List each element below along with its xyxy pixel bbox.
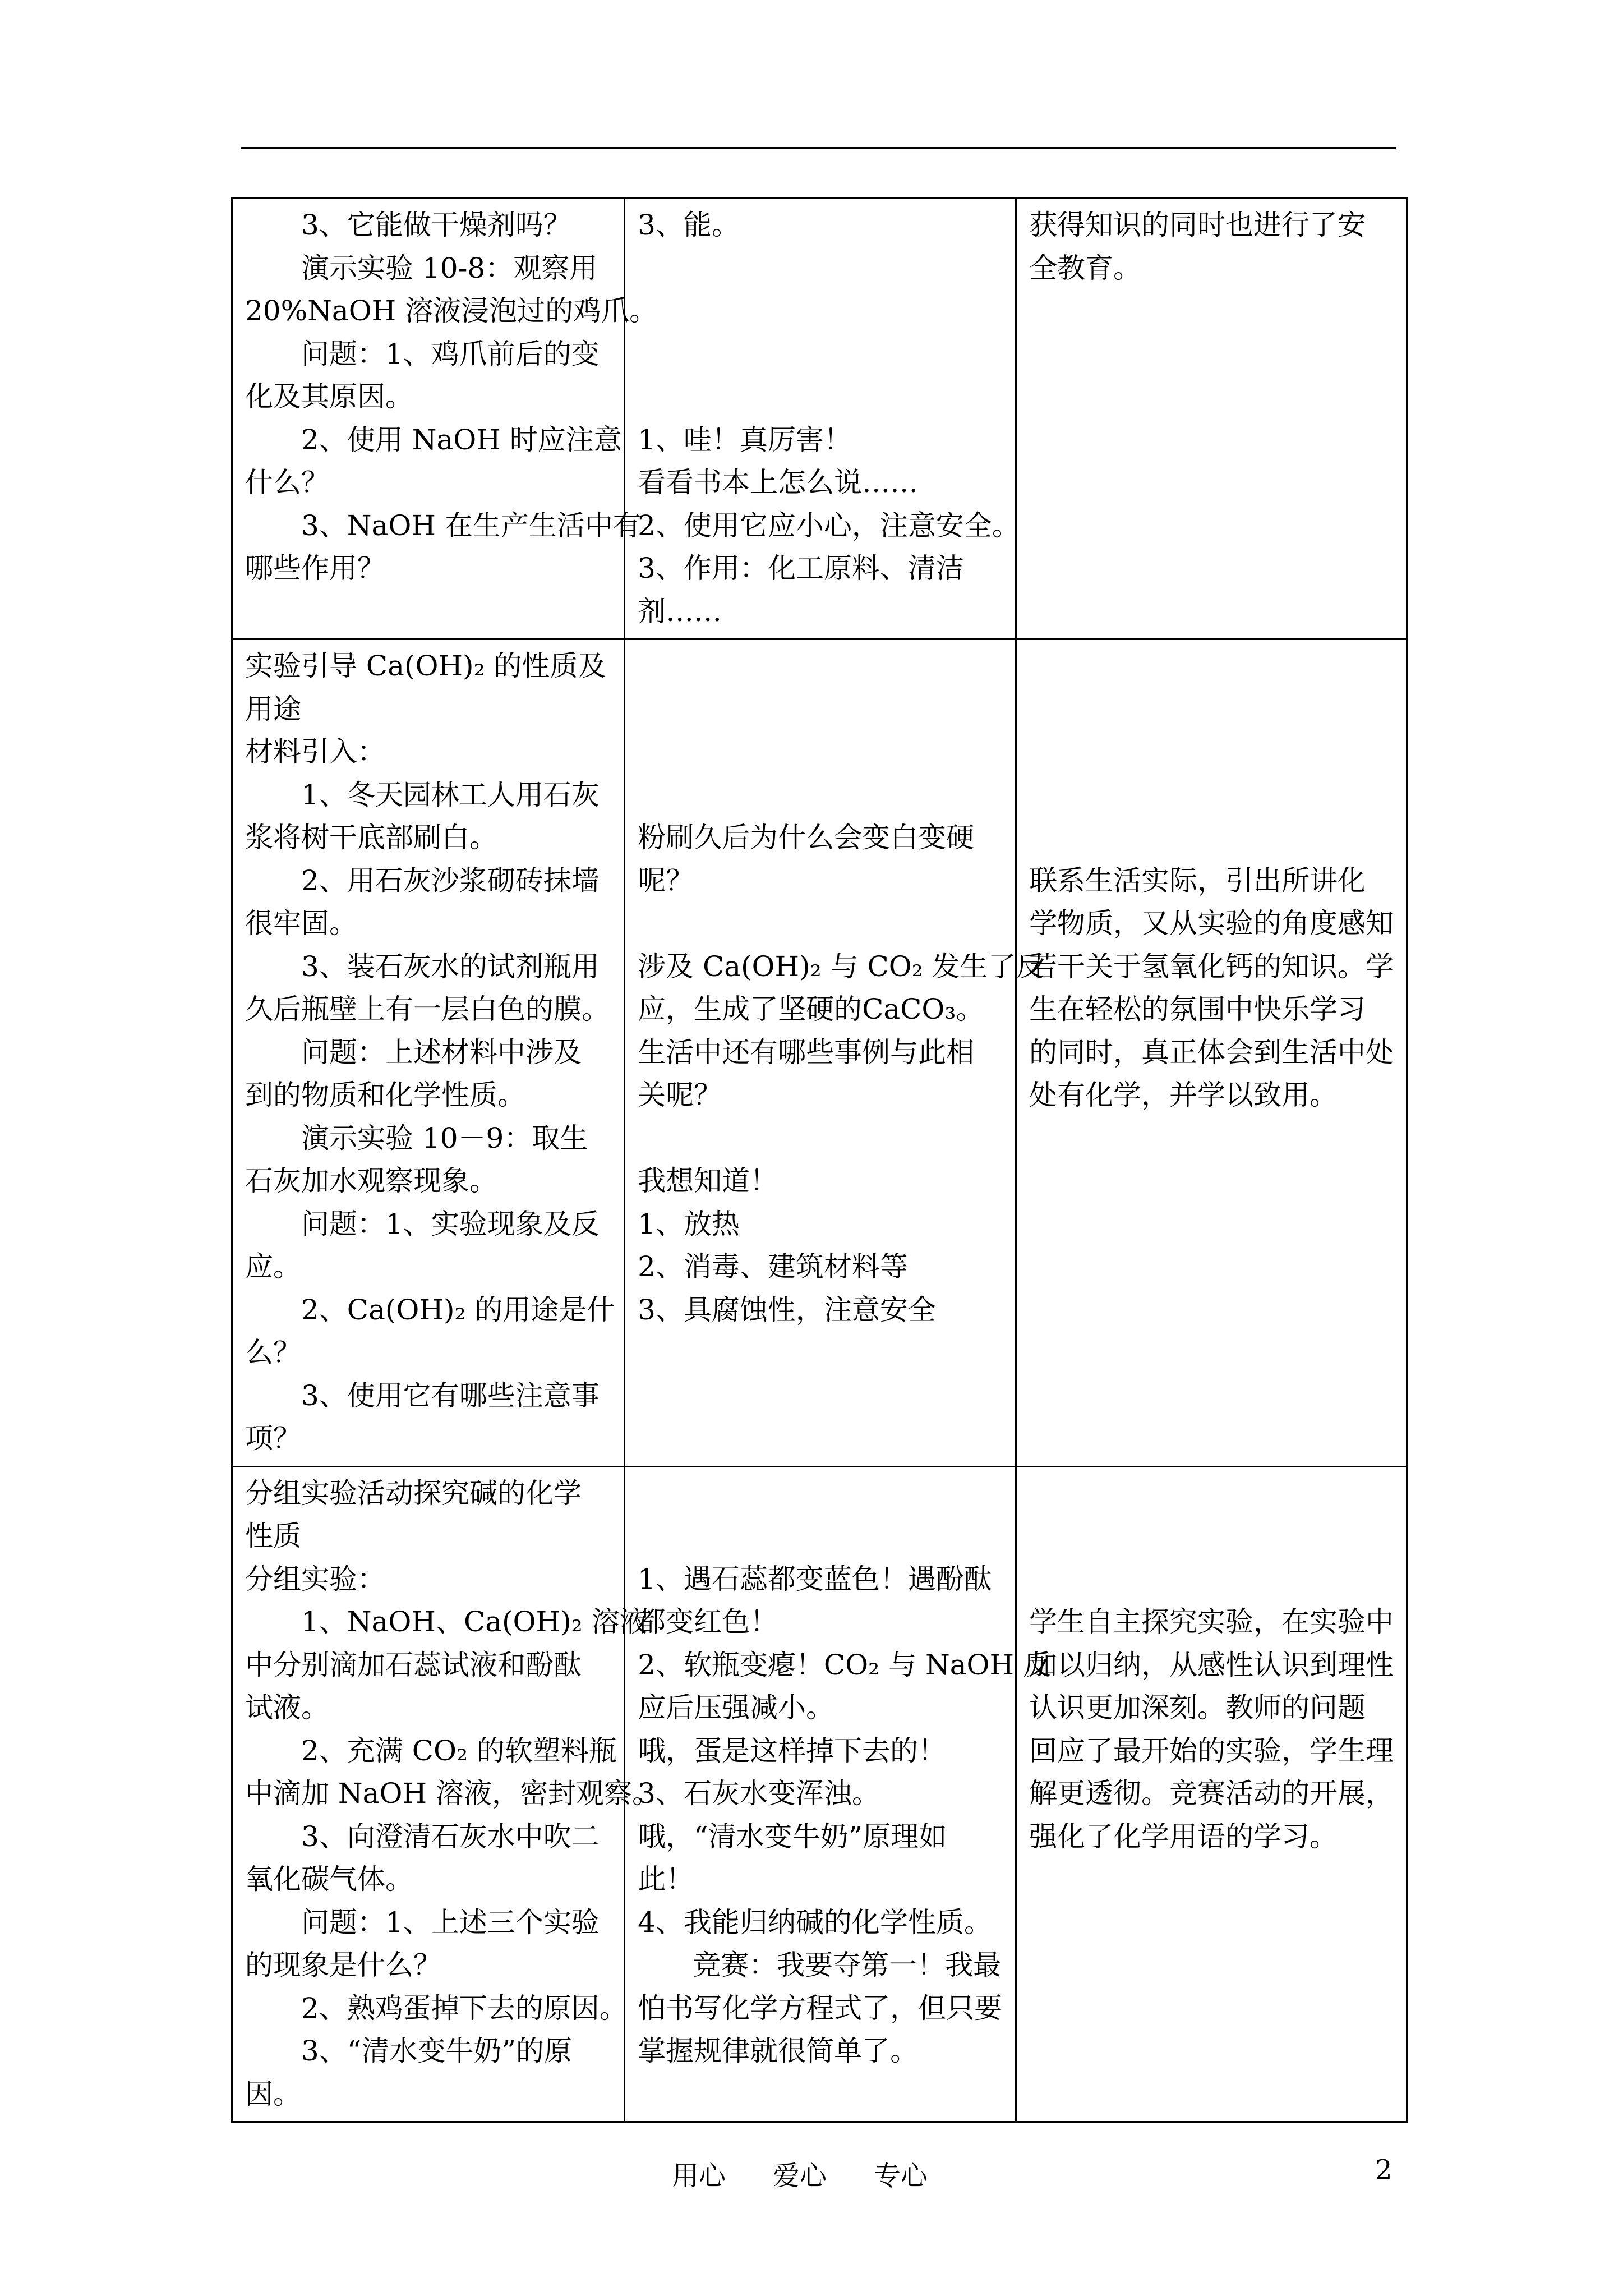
table-row	[232, 1466, 1407, 2122]
student-activity-cell	[625, 1466, 1052, 2122]
blank-line	[638, 902, 1004, 945]
text-line: 化及其原因。	[245, 380, 413, 413]
text-line: 问题：1、鸡爪前后的变	[301, 337, 600, 370]
blank-line	[1029, 1515, 1395, 1558]
text-line: 材料引入：	[245, 735, 385, 768]
text-line: 什么？	[245, 466, 329, 499]
text-line: 哦，“清水变牛奶”原理如	[638, 1820, 947, 1853]
teacher-activity-cell	[232, 1466, 660, 2122]
text-line: 2、熟鸡蛋掉下去的原因。	[301, 1991, 628, 2024]
text-line: 怕书写化学方程式了，但只要	[638, 1991, 1003, 2024]
text-line: 问题：上述材料中涉及	[301, 1036, 582, 1069]
blank-line	[638, 333, 1004, 376]
text-line: 2、用石灰沙浆砌砖抹墙	[301, 864, 600, 897]
text-line: 中分别滴加石蕊试液和酚酞	[245, 1648, 582, 1681]
text-line: 3、具腐蚀性，注意安全	[638, 1293, 936, 1326]
text-line: 学物质，又从实验的角度感知	[1029, 907, 1394, 940]
text-line: 项？	[245, 1422, 301, 1455]
design-intent-cell	[1016, 639, 1407, 1467]
text-line: 1、哇！真厉害！	[638, 423, 852, 456]
text-line: 2、充满 CO₂ 的软塑料瓶	[301, 1734, 617, 1767]
text-line: 竞赛：我要夺第一！我最	[693, 1949, 1002, 1981]
blank-line	[1029, 1558, 1395, 1601]
table-row	[232, 639, 1407, 1467]
text-line: 浆将树干底部刷白。	[245, 821, 497, 854]
lesson-table	[231, 197, 1408, 2123]
text-line: 的同时，真正体会到生活中处	[1029, 1036, 1394, 1069]
text-line: 处有化学，并学以致用。	[1029, 1079, 1338, 1111]
text-line: 3、NaOH 在生产生活中有	[301, 509, 641, 542]
text-line: 强化了化学用语的学习。	[1029, 1820, 1338, 1853]
student-activity-cell	[625, 639, 1044, 1467]
text-line: 的现象是什么？	[245, 1949, 441, 1981]
text-line: 3、装石灰水的试剂瓶用	[301, 950, 600, 983]
text-line: 学生自主探究实验，在实验中	[1029, 1605, 1394, 1638]
blank-line	[1029, 774, 1395, 817]
text-line: 很牢固。	[245, 907, 357, 940]
text-line: 问题：1、实验现象及反	[301, 1207, 600, 1240]
teacher-activity-cell	[232, 639, 625, 1467]
text-line: 2、Ca(OH)₂ 的用途是什	[301, 1293, 615, 1326]
footer-motto-3: 专心	[874, 2160, 928, 2192]
design-intent-cell	[1016, 1466, 1407, 2122]
text-line: 全教育。	[1029, 251, 1142, 284]
text-line: 演示实验 10-8：观察用	[301, 251, 598, 284]
text-line: 到的物质和化学性质。	[245, 1079, 525, 1111]
text-line: 回应了最开始的实验，学生理	[1029, 1734, 1394, 1767]
text-line: 生活中还有哪些事例与此相	[638, 1036, 975, 1069]
text-line: 久后瓶壁上有一层白色的膜。	[245, 993, 610, 1025]
text-line: 获得知识的同时也进行了安	[1029, 209, 1366, 241]
text-line: 掌握规律就很简单了。	[638, 2035, 919, 2067]
blank-line	[638, 645, 1004, 688]
blank-line	[638, 247, 1004, 290]
text-line: 都变红色！	[638, 1605, 778, 1638]
text-line: 2、使用它应小心，注意安全。	[638, 509, 1020, 542]
text-line: 联系生活实际，引出所讲化	[1029, 864, 1366, 897]
design-intent-cell	[1016, 199, 1407, 639]
text-line: 3、石灰水变浑浊。	[638, 1777, 880, 1810]
blank-line	[1029, 1472, 1395, 1515]
text-line: 3、能。	[638, 209, 740, 241]
text-line: 解更透彻。竞赛活动的开展，	[1029, 1777, 1394, 1810]
text-line: 认识更加深刻。教师的问题	[1029, 1691, 1366, 1724]
table-row	[232, 199, 1407, 639]
text-line: 演示实验 10－9：取生	[301, 1121, 588, 1154]
text-line: 3、使用它有哪些注意事	[301, 1379, 600, 1412]
text-line: 因。	[245, 2077, 301, 2110]
text-line: 生在轻松的氛围中快乐学习	[1029, 993, 1366, 1025]
text-line: 3、“清水变牛奶”的原	[301, 2035, 572, 2067]
text-line: 加以归纳，从感性认识到理性	[1029, 1648, 1394, 1681]
text-line: 用途	[245, 692, 301, 725]
text-line: 1、NaOH、Ca(OH)₂ 溶液	[301, 1605, 648, 1638]
text-line: 中滴加 NaOH 溶液，密封观察。	[245, 1777, 660, 1810]
text-line: 哪些作用？	[245, 552, 385, 585]
blank-line	[638, 730, 1004, 774]
text-line: 应，生成了坚硬的CaCO₃。	[638, 993, 984, 1025]
text-line: 分组实验活动探究碱的化学	[245, 1476, 582, 1510]
blank-line	[638, 1117, 1004, 1160]
text-line: 粉刷久后为什么会变白变硬	[638, 821, 975, 854]
text-line: 剂……	[638, 595, 722, 628]
text-line: 我想知道！	[638, 1165, 778, 1197]
text-line: 看看书本上怎么说……	[638, 466, 919, 499]
text-line: 氧化碳气体。	[245, 1863, 413, 1895]
blank-line	[638, 289, 1004, 333]
text-line: 呢？	[638, 864, 694, 897]
page-number: 2	[1375, 2154, 1393, 2185]
footer-motto-2: 爱心	[773, 2160, 827, 2192]
text-line: 问题：1、上述三个实验	[301, 1906, 600, 1939]
header-rule	[241, 147, 1396, 149]
blank-line	[638, 1515, 1004, 1558]
text-line: 1、冬天园林工人用石灰	[301, 778, 600, 811]
blank-line	[638, 688, 1004, 731]
text-line: 石灰加水观察现象。	[245, 1165, 497, 1197]
blank-line	[638, 1472, 1004, 1515]
text-line: 试液。	[245, 1691, 329, 1724]
text-line: 1、遇石蕊都变蓝色！遇酚酞	[638, 1562, 992, 1595]
text-line: 应后压强减小。	[638, 1691, 834, 1724]
blank-line	[638, 774, 1004, 817]
text-line: 20%NaOH 溶液浸泡过的鸡爪。	[245, 295, 658, 327]
blank-line	[1029, 730, 1395, 774]
text-line: 2、软瓶变瘪！CO₂ 与 NaOH 反	[638, 1648, 1052, 1681]
text-line: 2、消毒、建筑材料等	[638, 1250, 908, 1283]
text-line: 3、作用：化工原料、清洁	[638, 552, 964, 585]
text-line: 应。	[245, 1250, 301, 1283]
text-line: 1、放热	[638, 1207, 740, 1240]
text-line: 4、我能归纳碱的化学性质。	[638, 1906, 992, 1939]
text-line: 3、它能做干燥剂吗？	[301, 209, 571, 241]
text-line: 涉及 Ca(OH)₂ 与 CO₂ 发生了反	[638, 950, 1044, 983]
footer-motto-1: 用心	[672, 2160, 726, 2192]
text-line: 若干关于氢氧化钙的知识。学	[1029, 950, 1394, 983]
text-line: 实验引导 Ca(OH)₂ 的性质及	[245, 650, 606, 682]
text-line: 分组实验：	[245, 1562, 385, 1595]
blank-line	[1029, 816, 1395, 859]
text-line: 3、向澄清石灰水中吹二	[301, 1820, 600, 1853]
student-activity-cell	[625, 199, 1020, 639]
text-line: 此！	[638, 1863, 694, 1895]
blank-line	[1029, 645, 1395, 688]
teacher-activity-cell	[232, 199, 658, 639]
text-line: 性质	[245, 1520, 301, 1552]
text-line: 哦，蛋是这样掉下去的！	[638, 1734, 947, 1767]
text-line: 关呢？	[638, 1079, 722, 1111]
blank-line	[1029, 688, 1395, 731]
text-line: 么？	[245, 1336, 301, 1369]
blank-line	[638, 375, 1004, 418]
text-line: 2、使用 NaOH 时应注意	[301, 423, 622, 456]
